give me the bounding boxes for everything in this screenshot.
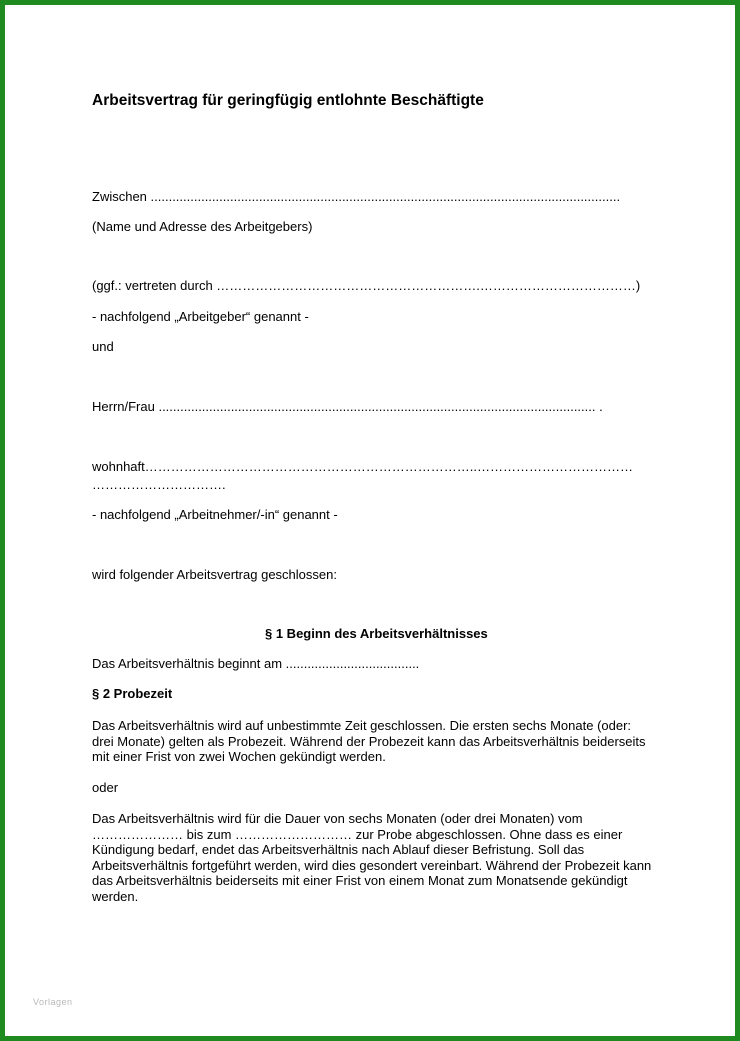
name-adresse-line: (Name und Adresse des Arbeitgebers) xyxy=(92,219,313,234)
vertreten-line: (ggf.: vertreten durch …………………………………………………….………………………………) xyxy=(92,278,641,293)
section-1-text: Das Arbeitsverhältnis beginnt am ..................................... xyxy=(92,656,420,671)
arbeitgeber-genannt-line: - nachfolgend „Arbeitgeber“ genannt - xyxy=(92,309,309,324)
section-2-paragraph-2: Das Arbeitsverhältnis wird für die Dauer von sechs Monaten (oder drei Monaten) vom ………………… bis zum ……………………… zur Probe abgeschlossen. Ohne dass es einer Kündigung bedarf, endet das Arbeitsverhältnis nach Ablauf dieser Befristung. Soll das Arbeitsverhältnis fortgeführt werden, wird dies gesondert vereinbart. Während der Probezeit kann das Arbeitsverhältnis beiderseits mit einer Frist von einem Monat zum Monatsende gekündigt werden. xyxy=(92,811,652,904)
section-1-heading: § 1 Beginn des Arbeitsverhältnisses xyxy=(265,626,488,641)
geschlossen-line: wird folgender Arbeitsvertrag geschlossen: xyxy=(92,567,337,582)
oder-line: oder xyxy=(92,780,119,795)
document-page xyxy=(5,5,735,1036)
document-title: Arbeitsvertrag für geringfügig entlohnte Beschäftigte xyxy=(92,92,484,109)
watermark-text: Vorlagen xyxy=(33,997,73,1007)
zwischen-line: Zwischen .................................................................................................................................. xyxy=(92,189,621,204)
wohnhaft-line-1: wohnhaft…………………………………………………………………..……………………………… xyxy=(92,459,633,474)
section-2-paragraph-1: Das Arbeitsverhältnis wird auf unbestimmte Zeit geschlossen. Die ersten sechs Monate (oder: drei Monate) gelten als Probezeit. Während der Probezeit kann das Arbeitsverhältnis beiderseits mit einer Frist von zwei Wochen gekündigt werden. xyxy=(92,718,646,764)
arbeitnehmer-genannt-line: - nachfolgend „Arbeitnehmer/-in“ genannt - xyxy=(92,507,338,522)
herr-frau-line: Herrn/Frau ......................................................................................................................... . xyxy=(92,399,603,414)
und-line: und xyxy=(92,339,114,354)
wohnhaft-line-2: …………………………. xyxy=(92,477,226,492)
section-2-heading: § 2 Probezeit xyxy=(92,686,173,701)
